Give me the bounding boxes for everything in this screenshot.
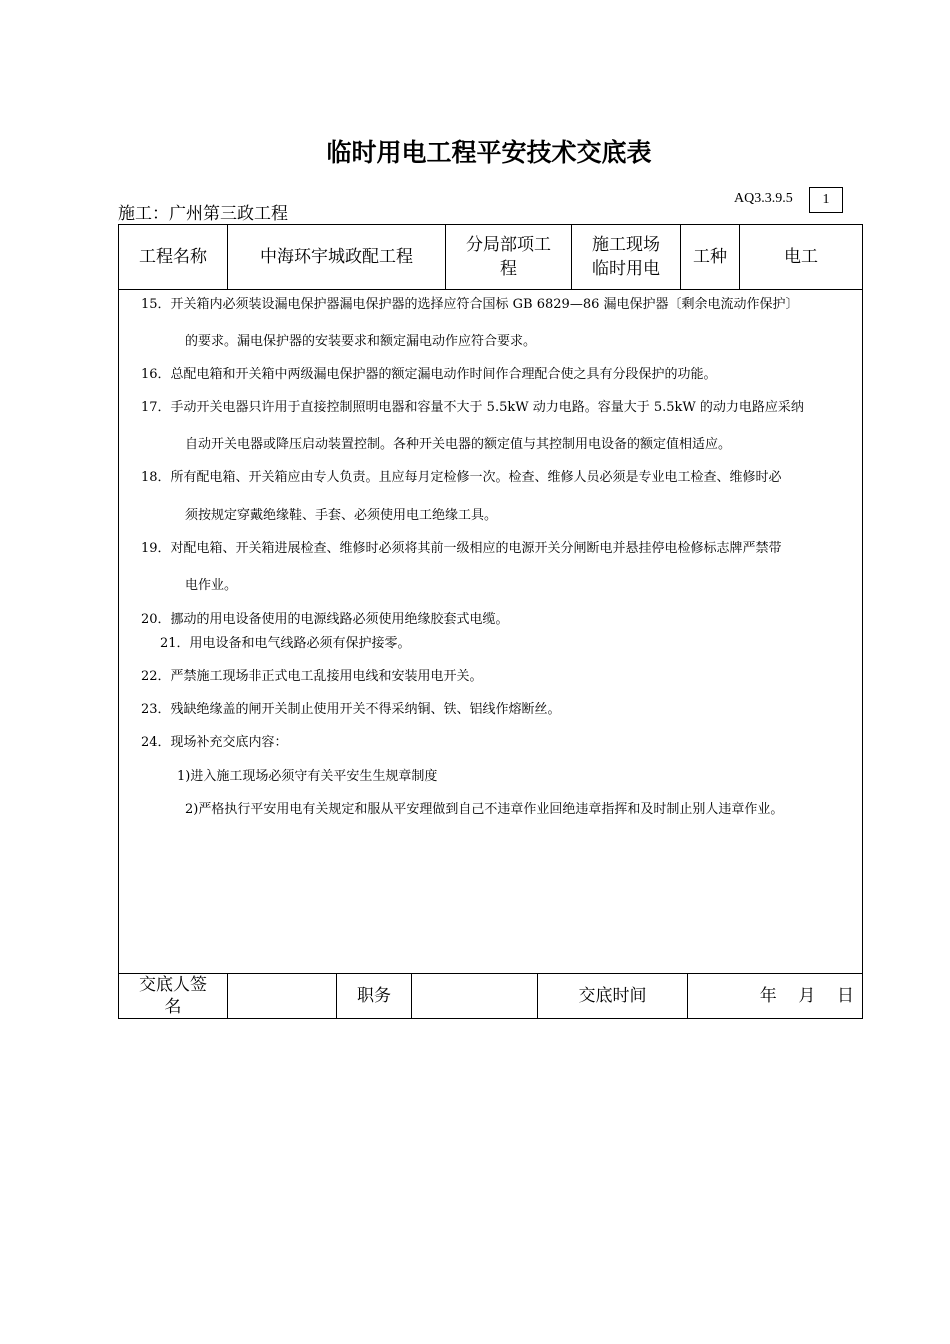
project-name-value: 中海环宇城政配工程	[228, 225, 446, 289]
signer-label: 交底人签名	[119, 974, 228, 1018]
content-line: 2)严格执行平安用电有关规定和服从平安理做到自己不违章作业回绝违章指挥和及时制止别人违章作业。	[185, 802, 784, 817]
form-table	[118, 224, 863, 1019]
content-line: 23．残缺绝缘盖的闸开关制止使用开关不得采纳铜、铁、铝线作熔断丝。	[141, 702, 561, 717]
page-number-box: 1	[809, 187, 843, 213]
content-line: 17．手动开关电器只许用于直接控制照明电器和容量不大于 5.5kW 动力电路。容量大于 5.5kW 的动力电路应采纳	[141, 400, 804, 415]
position-field[interactable]	[412, 974, 538, 1018]
trade-label: 工种	[681, 225, 740, 289]
content-line: 21．用电设备和电气线路必须有保护接零。	[160, 636, 411, 651]
position-label: 职务	[337, 974, 412, 1018]
form-code: AQ3.3.9.5	[734, 191, 793, 206]
sub-project-label: 分局部项工程	[446, 225, 572, 289]
content-line: 22．严禁施工现场非正式电工乱接用电线和安装用电开关。	[141, 669, 483, 684]
signer-field[interactable]	[228, 974, 337, 1018]
content-area	[119, 290, 862, 974]
document-title: 临时用电工程平安技术交底表	[326, 138, 652, 167]
sub-project-value: 施工现场临时用电	[572, 225, 681, 289]
project-name-label: 工程名称	[119, 225, 228, 289]
trade-value: 电工	[784, 247, 818, 267]
content-line: 1)进入施工现场必须守有关平安生生规章制度	[177, 769, 438, 784]
content-line: 电作业。	[185, 578, 238, 593]
time-field[interactable]: 年 月 日	[759, 986, 854, 1006]
content-line: 16．总配电箱和开关箱中两级漏电保护器的额定漏电动作时间作合理配合使之具有分段保护的功能。	[141, 367, 717, 382]
content-line: 的要求。漏电保护器的安装要求和额定漏电动作应符合要求。	[185, 334, 537, 349]
time-label: 交底时间	[538, 974, 688, 1018]
content-line: 须按规定穿戴绝缘鞋、手套、必须使用电工绝缘工具。	[185, 508, 498, 523]
content-line: 24．现场补充交底内容：	[141, 735, 288, 750]
content-line: 19．对配电箱、开关箱进展检查、维修时必须将其前一级相应的电源开关分闸断电并悬挂停电检修标志牌严禁带	[141, 541, 782, 556]
content-line: 18．所有配电箱、开关箱应由专人负责。且应每月定检修一次。检查、维修人员必须是专业电工检查、维修时必	[141, 470, 782, 485]
construction-unit: 施工：广州第三政工程	[118, 204, 288, 224]
content-line: 15．开关箱内必须装设漏电保护器漏电保护器的选择应符合国标 GB 6829—86 漏电保护器〔剩余电流动作保护〕	[141, 297, 799, 312]
content-line: 自动开关电器或降压启动装置控制。各种开关电器的额定值与其控制用电设备的额定值相适应。	[185, 437, 732, 452]
header-row	[119, 225, 862, 290]
content-line: 20．挪动的用电设备使用的电源线路必须使用绝缘胶套式电缆。	[141, 612, 509, 627]
footer-row	[119, 974, 862, 1018]
